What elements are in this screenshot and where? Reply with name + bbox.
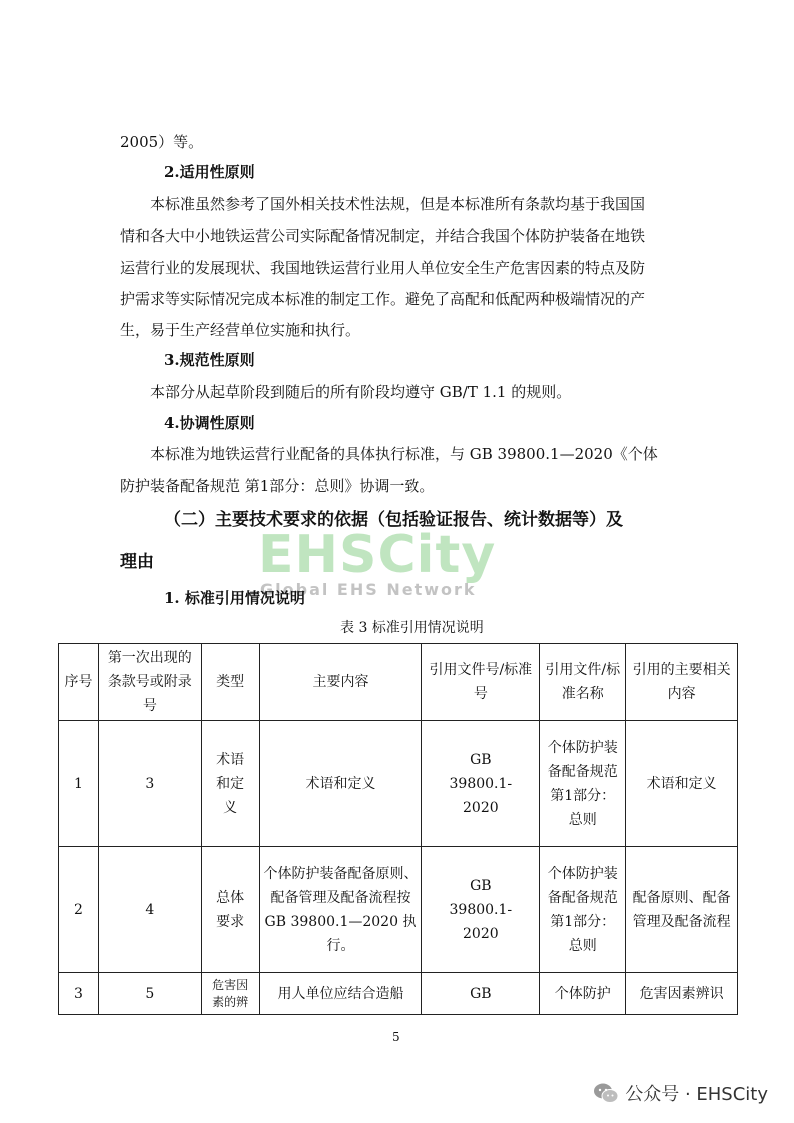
standard-reference-table	[58, 643, 738, 1015]
cell-no: 1	[59, 721, 99, 847]
paragraph-line: 本标准为地铁运营行业配备的具体执行标准，与 GB 39800.1—2020《个体	[150, 445, 658, 463]
cell-related: 危害因素辨识	[626, 973, 738, 1015]
cell-std-no: GB 39800.1-2020	[422, 847, 540, 973]
header-std-no: 引用文件号/标准号	[422, 644, 540, 721]
cell-std-name: 个体防护	[540, 973, 626, 1015]
header-std-name: 引用文件/标准名称	[540, 644, 626, 721]
header-related: 引用的主要相关内容	[626, 644, 738, 721]
table-row	[59, 721, 738, 847]
cell-related: 术语和定义	[626, 721, 738, 847]
cell-content: 个体防护装备配备原则、配备管理及配备流程按 GB 39800.1—2020 执行。	[259, 847, 422, 973]
cell-clause: 3	[98, 721, 201, 847]
watermark-sub: Global EHS Network	[260, 580, 477, 599]
heading-applicability: 2.适用性原则	[164, 163, 255, 181]
table-header-row	[59, 644, 738, 721]
section-heading-cont: 理由	[120, 552, 154, 572]
header-clause: 第一次出现的条款号或附录号	[98, 644, 201, 721]
cell-related: 配备原则、配备管理及配备流程	[626, 847, 738, 973]
page-number: 5	[392, 1030, 400, 1044]
cell-std-no: GB 39800.1-2020	[422, 721, 540, 847]
cell-clause: 5	[98, 973, 201, 1015]
table-row	[59, 847, 738, 973]
footer-text: 公众号 · EHSCity	[625, 1084, 768, 1105]
paragraph-line: 情和各大中小地铁运营公司实际配备情况制定，并结合我国个体防护装备在地铁	[120, 227, 646, 245]
heading-normative: 3.规范性原则	[164, 351, 255, 369]
paragraph-line: 本标准虽然参考了国外相关技术性法规，但是本标准所有条款均基于我国国	[150, 195, 646, 213]
cell-std-name: 个体防护装备配备规范第1部分：总则	[540, 847, 626, 973]
heading-coordination: 4.协调性原则	[164, 414, 255, 432]
footer	[593, 1080, 768, 1106]
paragraph-line: 本部分从起草阶段到随后的所有阶段均遵守 GB/T 1.1 的规则。	[150, 383, 572, 401]
section-heading: （二）主要技术要求的依据（包括验证报告、统计数据等）及	[164, 510, 623, 530]
table-caption: 表 3 标准引用情况说明	[340, 620, 484, 636]
paragraph-line: 防护装备配备规范 第1部分：总则》协调一致。	[120, 477, 435, 495]
header-no: 序号	[59, 644, 99, 721]
cell-std-name: 个体防护装备配备规范第1部分：总则	[540, 721, 626, 847]
cell-content: 用人单位应结合造船	[259, 973, 422, 1015]
table-row	[59, 973, 738, 1015]
watermark-main: EHSCity	[258, 525, 497, 585]
header-type: 类型	[201, 644, 259, 721]
paragraph-line: 生，易于生产经营单位实施和执行。	[120, 321, 361, 339]
cell-no: 2	[59, 847, 99, 973]
cell-clause: 4	[98, 847, 201, 973]
paragraph-line: 护需求等实际情况完成本标准的制定工作。避免了高配和低配两种极端情况的产	[120, 290, 646, 308]
paragraph-line: 运营行业的发展现状、我国地铁运营行业用人单位安全生产危害因素的特点及防	[120, 259, 646, 277]
header-content: 主要内容	[259, 644, 422, 721]
cell-content: 术语和定义	[259, 721, 422, 847]
line-2005: 2005）等。	[120, 133, 204, 151]
cell-type: 危害因素的辨	[201, 973, 259, 1015]
subheading: 1. 标准引用情况说明	[164, 589, 305, 607]
cell-type: 术语和定义	[201, 721, 259, 847]
cell-no: 3	[59, 973, 99, 1015]
cell-type: 总体要求	[201, 847, 259, 973]
wechat-icon	[593, 1082, 619, 1104]
cell-std-no: GB	[422, 973, 540, 1015]
